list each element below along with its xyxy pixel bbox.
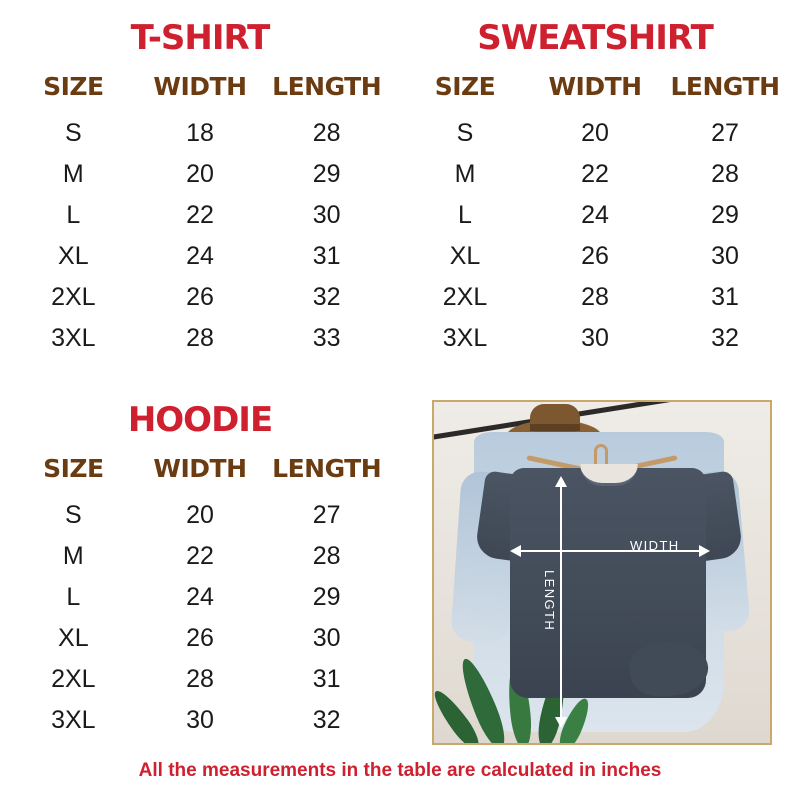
cell-size: XL <box>58 624 89 652</box>
cell-width: 22 <box>186 542 214 570</box>
cell-size: 2XL <box>51 665 96 693</box>
cell-size: XL <box>58 242 89 270</box>
cell-length: 29 <box>312 160 341 188</box>
measurement-photo <box>432 400 772 745</box>
photo-illustration <box>434 402 770 743</box>
cell-size: L <box>458 201 472 229</box>
cell-length: 32 <box>312 283 341 311</box>
hoodie-table <box>10 454 390 741</box>
table-row <box>10 659 390 700</box>
hoodie-size-chart <box>10 400 390 741</box>
table-row <box>10 195 390 236</box>
cell-length: 32 <box>312 706 341 734</box>
cell-width: 20 <box>186 160 214 188</box>
table-row <box>400 113 790 154</box>
hoodie-title: HOODIE <box>127 400 273 440</box>
table-row <box>10 277 390 318</box>
cell-width: 28 <box>186 324 214 352</box>
cell-length: 27 <box>711 119 739 147</box>
cell-length: 30 <box>312 201 341 229</box>
cell-width: 24 <box>186 242 214 270</box>
cell-width: 20 <box>581 119 609 147</box>
cell-size: M <box>62 542 84 570</box>
hanger-hook-icon <box>594 444 608 466</box>
cell-length: 31 <box>711 283 739 311</box>
cell-width: 30 <box>581 324 609 352</box>
cell-width: 28 <box>186 665 214 693</box>
cell-length: 33 <box>312 324 341 352</box>
cell-size: 3XL <box>51 324 96 352</box>
table-row <box>400 154 790 195</box>
hat-band-icon <box>530 424 580 431</box>
column-header-size: SIZE <box>434 72 496 101</box>
table-row <box>10 318 390 359</box>
column-header-size: SIZE <box>43 72 104 101</box>
cell-length: 28 <box>312 542 341 570</box>
cell-length: 32 <box>711 324 739 352</box>
column-header-size: SIZE <box>43 454 104 483</box>
sweatshirt-table <box>400 72 790 359</box>
cell-size: M <box>62 160 84 188</box>
cell-length: 29 <box>711 201 739 229</box>
cell-size: M <box>454 160 476 188</box>
column-header-length: LENGTH <box>272 454 382 483</box>
cell-size: S <box>64 501 82 529</box>
cell-length: 30 <box>711 242 739 270</box>
sweatshirt-title: SWEATSHIRT <box>477 18 713 58</box>
cell-size: S <box>64 119 82 147</box>
cell-length: 31 <box>312 665 341 693</box>
cell-width: 26 <box>186 624 214 652</box>
length-arrow <box>560 486 562 718</box>
column-header-length: LENGTH <box>272 72 382 101</box>
cell-size: L <box>66 201 81 229</box>
cell-size: XL <box>449 242 481 270</box>
cell-size: 3XL <box>442 324 488 352</box>
cell-size: 3XL <box>51 706 96 734</box>
table-row <box>10 495 390 536</box>
width-label: WIDTH <box>630 538 680 553</box>
table-row <box>10 236 390 277</box>
table-row <box>10 618 390 659</box>
cell-length: 28 <box>711 160 739 188</box>
table-row <box>10 577 390 618</box>
table-row <box>10 154 390 195</box>
table-header-row <box>400 72 790 113</box>
cell-length: 29 <box>312 583 341 611</box>
cell-width: 26 <box>581 242 609 270</box>
cell-size: 2XL <box>51 283 96 311</box>
table-row <box>10 113 390 154</box>
table-row <box>10 536 390 577</box>
length-label: LENGTH <box>542 570 557 632</box>
table-header-row <box>10 454 390 495</box>
cell-width: 18 <box>186 119 214 147</box>
cell-width: 28 <box>581 283 609 311</box>
cell-size: S <box>456 119 474 147</box>
tshirt-title: T-SHIRT <box>130 18 270 58</box>
cell-length: 30 <box>312 624 341 652</box>
table-row <box>400 318 790 359</box>
cell-width: 24 <box>581 201 609 229</box>
column-header-width: WIDTH <box>548 72 642 101</box>
tshirt-size-chart <box>10 18 390 359</box>
cell-length: 31 <box>312 242 341 270</box>
table-row <box>10 700 390 741</box>
sweatshirt-size-chart <box>400 18 790 359</box>
column-header-length: LENGTH <box>670 72 780 101</box>
cell-length: 27 <box>312 501 341 529</box>
cell-width: 20 <box>186 501 214 529</box>
cell-width: 30 <box>186 706 214 734</box>
cell-width: 22 <box>186 201 214 229</box>
column-header-width: WIDTH <box>153 454 247 483</box>
table-row <box>400 277 790 318</box>
column-header-width: WIDTH <box>153 72 247 101</box>
cell-width: 24 <box>186 583 214 611</box>
table-row <box>400 195 790 236</box>
cell-size: 2XL <box>442 283 488 311</box>
table-header-row <box>10 72 390 113</box>
cell-width: 22 <box>581 160 609 188</box>
tshirt-table <box>10 72 390 359</box>
table-row <box>400 236 790 277</box>
cell-size: L <box>66 583 81 611</box>
footer-note: All the measurements in the table are calculated in inches <box>138 760 662 781</box>
cell-width: 26 <box>186 283 214 311</box>
cell-length: 28 <box>312 119 341 147</box>
